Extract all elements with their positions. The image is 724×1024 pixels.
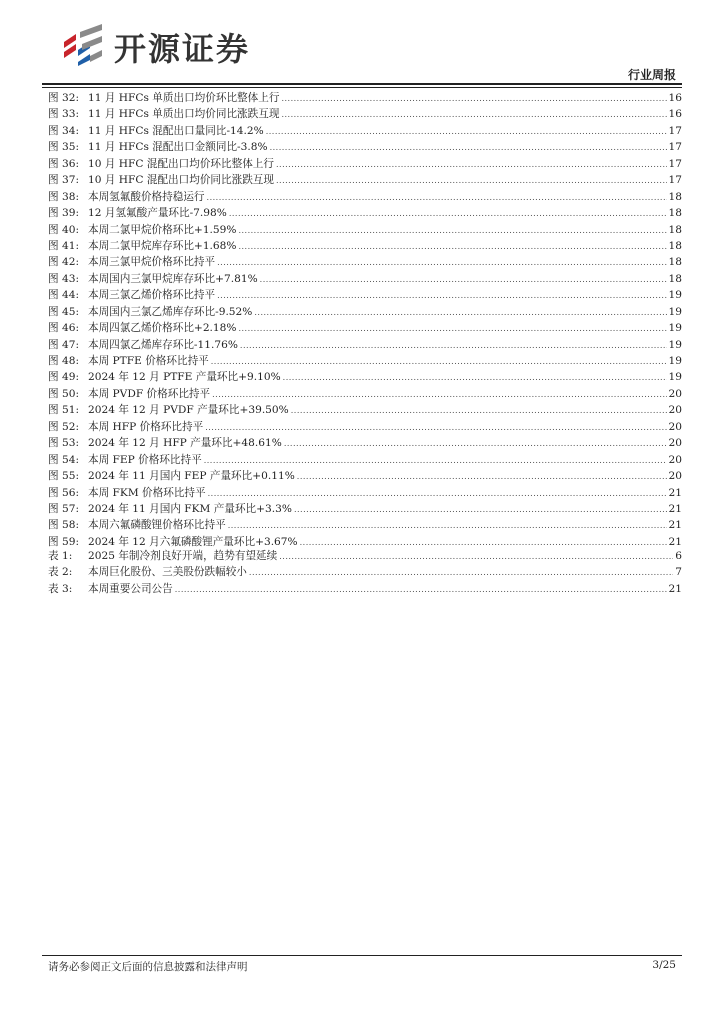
figure-entry-title: 本周三氯乙烯价格环比持平 [88,289,216,302]
figure-entry-title: 11 月 HFCs 单质出口均价环比整体上行 [88,92,280,104]
figure-entry[interactable] [48,271,682,287]
figure-entry-title: 2024 年 12 月 PTFE 产量环比+9.10% [88,371,281,384]
figure-entry[interactable] [48,222,682,238]
leader-dots [260,272,667,288]
figure-entry-title: 本周国内三氯甲烷库存环比+7.81% [88,272,258,285]
figure-entry-page: 19 [668,355,682,367]
figure-entry-label: 图 51: [48,404,80,417]
figure-entry[interactable] [48,353,682,369]
figure-entry-page: 19 [668,305,682,318]
leader-dots [281,91,666,107]
figure-entry-page: 21 [668,502,682,515]
figure-entry-page: 17 [668,157,682,170]
table-entry[interactable] [48,548,682,564]
leader-dots [297,469,667,485]
figure-entry[interactable] [48,320,682,336]
figure-entry-title: 本周 PTFE 价格环比持平 [88,355,209,367]
leader-dots [249,565,673,581]
figure-entry-title: 本周四氯乙烯库存环比-11.76% [88,338,238,351]
figure-entry-label: 图 38: [48,190,80,203]
figure-entry[interactable] [48,287,682,303]
figure-entry-title: 本周 FKM 价格环比持平 [88,486,206,499]
page-header [0,0,724,90]
figure-entry-title: 本周氢氟酸价格持稳运行 [88,190,205,203]
leader-dots [205,420,666,436]
figure-entry[interactable] [48,517,682,533]
figure-entry-title: 2024 年 11 月国内 FEP 产量环比+0.11% [88,470,295,483]
figure-entry-page: 18 [668,190,682,203]
figure-entry-page: 17 [668,141,682,154]
figure-entry-label: 图 56: [48,486,80,499]
figure-entry-page: 20 [668,387,682,400]
figure-entry-page: 16 [668,108,682,121]
figure-entry-page: 21 [668,519,682,532]
figure-entry-label: 图 55: [48,470,80,483]
figure-entry-title: 10 月 HFC 混配出口均价同比涨跌互现 [88,174,274,187]
leader-dots [294,502,667,518]
leader-dots [217,288,666,304]
figure-entry-title: 本周 HFP 价格环比持平 [88,420,204,433]
figure-entry-label: 图 46: [48,322,80,335]
figure-entry-page: 16 [668,92,682,104]
figure-entry-title: 本周 PVDF 价格环比持平 [88,387,211,400]
figure-entry-page: 19 [668,289,682,302]
leader-dots [266,124,667,140]
figure-entry-label: 图 52: [48,420,80,433]
document-type: 行业周报 [627,68,676,82]
figure-entry-label: 图 37: [48,174,80,187]
figure-entry-label: 图 32: [48,92,80,104]
figure-entry-label: 图 53: [48,437,80,450]
leader-dots [276,173,667,189]
figure-entry-page: 17 [668,174,682,187]
figure-entry-title: 2024 年 11 月国内 FKM 产量环比+3.3% [88,502,292,515]
leader-dots [229,206,667,222]
figure-entry-title: 本周国内三氯乙烯库存环比-9.52% [88,305,253,318]
figure-entry[interactable] [48,139,682,155]
figure-entry-title: 本周四氯乙烯价格环比+2.18% [88,322,237,335]
table-entry-title: 本周重要公司公告 [88,582,173,595]
figure-entry-page: 19 [668,338,682,351]
figure-entry-title: 11 月 HFCs 混配出口金额同比-3.8% [88,141,268,154]
figure-entry-title: 本周 FEP 价格环比持平 [88,453,202,466]
figure-entry-label: 图 33: [48,108,80,121]
figure-entry-title: 12 月氢氟酸产量环比-7.98% [88,207,227,220]
figure-entry-title: 2024 年 12 月六氟磷酸锂产量环比+3.67% [88,535,298,548]
figure-entry-page: 18 [668,256,682,269]
figure-entry-label: 图 41: [48,239,80,252]
figure-entry[interactable] [48,501,682,517]
leader-dots [284,436,667,452]
figure-entry-page: 20 [668,420,682,433]
leader-dots [175,582,667,598]
figure-entry-label: 图 35: [48,141,80,154]
figure-entry-label: 图 54: [48,453,80,466]
company-name: 开源证券 [114,30,251,68]
company-logo [60,22,270,66]
figure-entry[interactable] [48,106,682,122]
figure-entry[interactable] [48,205,682,221]
table-index [48,548,682,597]
figure-entry[interactable] [48,254,682,270]
figure-entry[interactable] [48,156,682,172]
leader-dots [228,518,667,534]
figure-entry-page: 18 [668,272,682,285]
figure-entry-title: 11 月 HFCs 单质出口均价同比涨跌互现 [88,108,280,121]
leader-dots [212,387,666,403]
leader-dots [208,486,667,502]
figure-entry-label: 图 34: [48,124,80,137]
leader-dots [238,239,666,255]
figure-entry-page: 21 [668,486,682,499]
footer-disclaimer: 请务必参阅正文后面的信息披露和法律声明 [48,961,248,973]
figure-entry[interactable] [48,468,682,484]
table-entry-page: 7 [675,566,682,579]
leader-dots [276,157,667,173]
figure-entry-label: 图 39: [48,207,80,220]
company-logo-mark-icon [60,22,106,66]
figure-entry-title: 2024 年 12 月 HFP 产量环比+48.61% [88,437,282,450]
figure-entry[interactable] [48,485,682,501]
page-number: 3/25 [652,959,676,971]
figure-entry-label: 图 49: [48,371,80,384]
figure-entry-title: 2024 年 12 月 PVDF 产量环比+39.50% [88,404,289,417]
table-entry[interactable] [48,581,682,597]
figure-entry[interactable] [48,189,682,205]
figure-entry-label: 图 45: [48,305,80,318]
leader-dots [204,453,667,469]
figure-entry-page: 19 [668,322,682,335]
figure-entry[interactable] [48,402,682,418]
figure-entry-label: 图 40: [48,223,80,236]
figure-entry-page: 20 [668,437,682,450]
leader-dots [281,107,666,123]
figure-entry[interactable] [48,304,682,320]
figure-entry-label: 图 48: [48,355,80,367]
figure-entry-label: 图 43: [48,272,80,285]
leader-dots [211,354,667,370]
figure-entry-page: 20 [668,404,682,417]
figure-index [48,90,682,550]
leader-dots [240,338,667,354]
figure-entry[interactable] [48,337,682,353]
figure-entry[interactable] [48,369,682,385]
leader-dots [270,140,667,156]
header-divider [42,83,682,85]
figure-entry-title: 本周二氯甲烷价格环比+1.59% [88,223,237,236]
table-entry-label: 表 3: [48,582,73,595]
leader-dots [238,223,666,239]
figure-entry-label: 图 58: [48,519,80,532]
table-entry-title: 本周巨化股份、三美股份跌幅较小 [88,566,247,579]
figure-entry[interactable] [48,123,682,139]
figure-entry[interactable] [48,452,682,468]
leader-dots [254,305,666,321]
table-entry-page: 21 [668,582,682,595]
figure-entry-title: 本周二氯甲烷库存环比+1.68% [88,239,237,252]
figure-entry-label: 图 47: [48,338,80,351]
figure-entry-page: 19 [668,371,682,384]
figure-entry-title: 本周三氯甲烷价格环比持平 [88,256,216,269]
figure-entry-page: 21 [668,535,682,548]
leader-dots [207,190,667,206]
table-entry-label: 表 1: [48,550,73,562]
table-entry-title: 2025 年制冷剂良好开端，趋势有望延续 [88,550,278,562]
header-divider-thin [42,87,682,88]
leader-dots [291,403,667,419]
figure-entry[interactable] [48,172,682,188]
figure-entry-page: 18 [668,207,682,220]
figure-entry-label: 图 57: [48,502,80,515]
table-entry-label: 表 2: [48,566,73,579]
leader-dots [283,370,667,386]
figure-entry-page: 20 [668,470,682,483]
figure-entry-page: 20 [668,453,682,466]
leader-dots [217,255,666,271]
figure-entry-label: 图 50: [48,387,80,400]
figure-entry-title: 10 月 HFC 混配出口均价环比整体上行 [88,157,274,170]
figure-entry-page: 18 [668,223,682,236]
figure-entry-label: 图 59: [48,535,80,548]
figure-entry-title: 11 月 HFCs 混配出口量同比-14.2% [88,124,264,137]
figure-entry[interactable] [48,435,682,451]
table-entry[interactable] [48,564,682,580]
figure-entry[interactable] [48,90,682,106]
figure-entry-title: 本周六氟磷酸锂价格环比持平 [88,519,226,532]
table-entry-page: 6 [675,550,682,562]
figure-entry-page: 17 [668,124,682,137]
figure-entry[interactable] [48,386,682,402]
figure-entry[interactable] [48,238,682,254]
leader-dots [279,549,673,565]
leader-dots [238,321,666,337]
figure-entry-page: 18 [668,239,682,252]
figure-entry-label: 图 42: [48,256,80,269]
footer-divider [42,955,682,956]
figure-entry-label: 图 36: [48,157,80,170]
figure-entry[interactable] [48,419,682,435]
figure-entry-label: 图 44: [48,289,80,302]
